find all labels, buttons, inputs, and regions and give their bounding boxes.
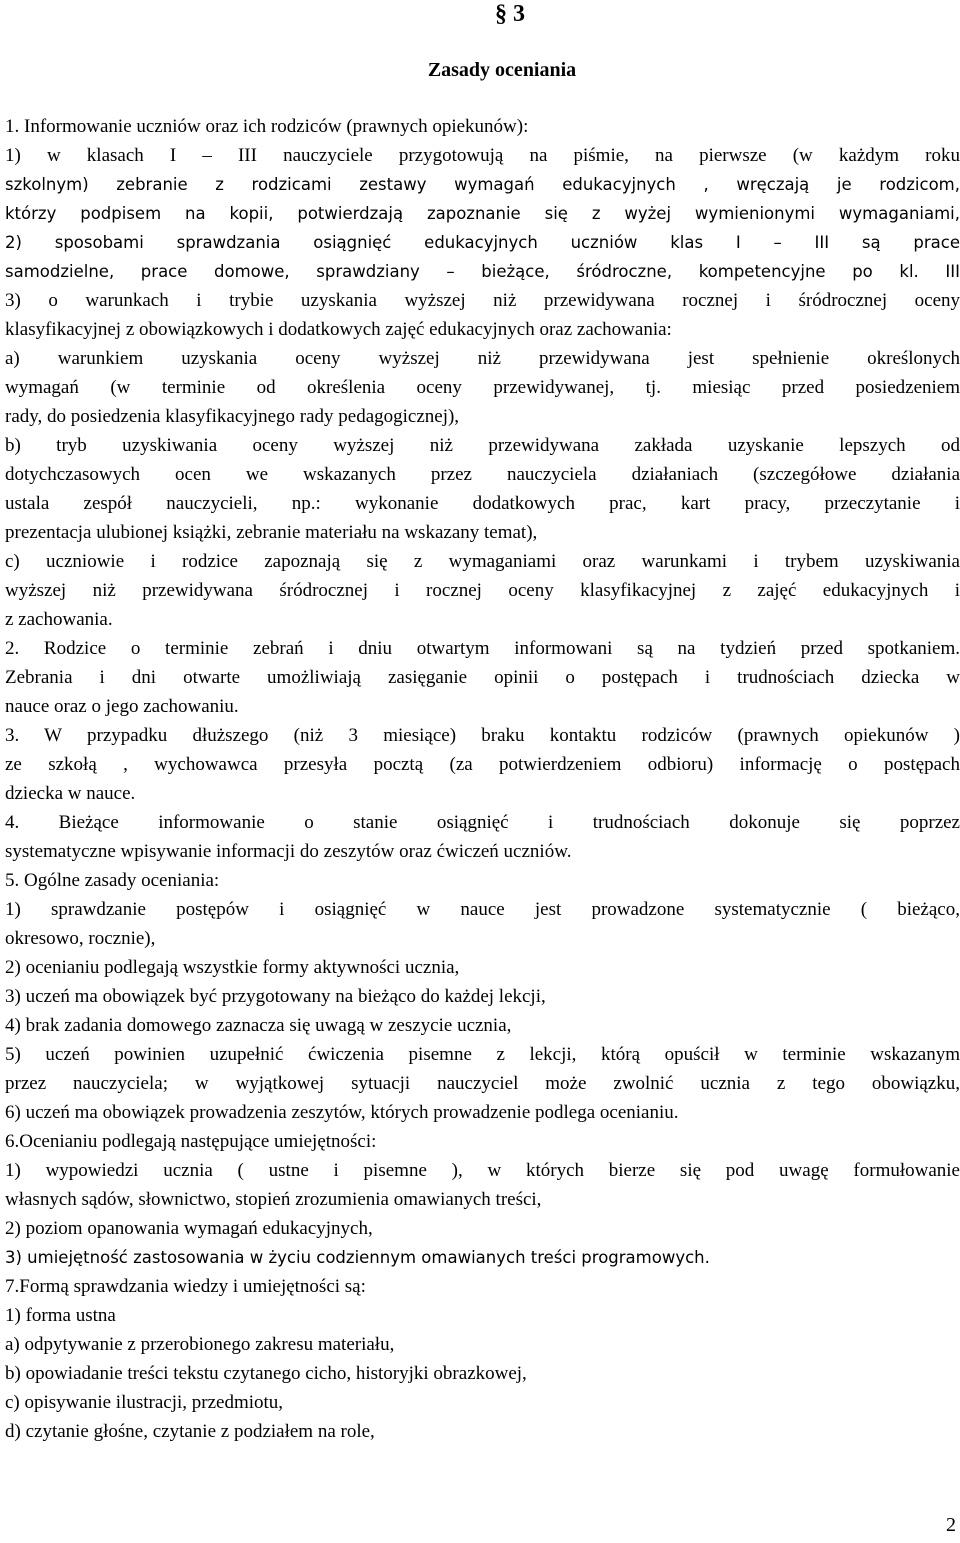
- text-line: z zachowania.: [5, 609, 113, 630]
- text-line: ustala zespół nauczycieli, np.: wykonanie dodatkowych prac, kart pracy, przeczytanie i: [5, 493, 960, 514]
- text-line: 4. Bieżące informowanie o stanie osiągnięć i trudnościach dokonuje się poprzez: [5, 812, 960, 833]
- text-line: a) odpytywanie z przerobionego zakresu materiału,: [5, 1334, 395, 1355]
- text-line: 7.Formą sprawdzania wiedzy i umiejętności są:: [5, 1276, 366, 1297]
- text-line: 2) poziom opanowania wymagań edukacyjnych,: [5, 1218, 373, 1239]
- text-line: 1) sprawdzanie postępów i osiągnięć w nauce jest prowadzone systematycznie ( bieżąco,: [5, 899, 960, 920]
- text-line: klasyfikacyjnej z obowiązkowych i dodatkowych zajęć edukacyjnych oraz zachowania:: [5, 319, 672, 340]
- text-line: szkolnym) zebranie z rodzicami zestawy wymagań edukacyjnych , wręczają je rodzicom,: [5, 175, 960, 194]
- text-line: okresowo, rocznie),: [5, 928, 156, 949]
- section-number: § 3: [495, 1, 525, 27]
- text-line: 5. Ogólne zasady oceniania:: [5, 870, 220, 891]
- text-line: prezentacja ulubionej książki, zebranie materiału na wskazany temat),: [5, 522, 538, 543]
- text-line: 4) brak zadania domowego zaznacza się uwagą w zeszycie ucznia,: [5, 1015, 512, 1036]
- text-line: 3) umiejętność zastosowania w życiu codziennym omawianych treści programowych.: [5, 1248, 710, 1267]
- text-line: 1) wypowiedzi ucznia ( ustne i pisemne ), w których bierze się pod uwagę formułowanie: [5, 1160, 960, 1181]
- text-line: Zebrania i dni otwarte umożliwiają zasięganie opinii o postępach i trudnościach dziecka w: [5, 667, 960, 688]
- text-line: wyższej niż przewidywana śródrocznej i rocznej oceny klasyfikacyjnej z zajęć edukacyjnych i: [5, 580, 960, 601]
- text-line: c) uczniowie i rodzice zapoznają się z wymaganiami oraz warunkami i trybem uzyskiwania: [5, 551, 960, 572]
- text-line: 3) uczeń ma obowiązek być przygotowany na bieżąco do każdej lekcji,: [5, 986, 546, 1007]
- text-line: 3) o warunkach i trybie uzyskania wyższej niż przewidywana rocznej i śródrocznej oceny: [5, 290, 960, 311]
- text-line: rady, do posiedzenia klasyfikacyjnego rady pedagogicznej),: [5, 406, 460, 427]
- text-line: 2) sposobami sprawdzania osiągnięć edukacyjnych uczniów klas I – III są prace: [5, 233, 960, 252]
- text-line: samodzielne, prace domowe, sprawdziany – bieżące, śródroczne, kompetencyjne po kl. III: [5, 262, 960, 281]
- text-line: d) czytanie głośne, czytanie z podziałem na role,: [5, 1421, 375, 1442]
- text-line: dotychczasowych ocen we wskazanych przez nauczyciela działaniach (szczegółowe działania: [5, 464, 960, 485]
- text-line: 2. Rodzice o terminie zebrań i dniu otwartym informowani są na tydzień przed spotkaniem.: [5, 638, 960, 659]
- text-line: 1) w klasach I – III nauczyciele przygotowują na piśmie, na pierwsze (w każdym roku: [5, 145, 960, 166]
- text-line: 6) uczeń ma obowiązek prowadzenia zeszytów, których prowadzenie podlega ocenianiu.: [5, 1102, 679, 1123]
- text-line: systematyczne wpisywanie informacji do zeszytów oraz ćwiczeń uczniów.: [5, 841, 572, 862]
- text-line: własnych sądów, słownictwo, stopień zrozumienia omawianych treści,: [5, 1189, 542, 1210]
- text-line: 1. Informowanie uczniów oraz ich rodziców (prawnych opiekunów):: [5, 116, 529, 137]
- text-line: b) tryb uzyskiwania oceny wyższej niż przewidywana zakłada uzyskanie lepszych od: [5, 435, 960, 456]
- document-body: [5, 112, 960, 1446]
- text-line: przez nauczyciela; w wyjątkowej sytuacji nauczyciel może zwolnić ucznia z tego obowiązku,: [5, 1073, 960, 1094]
- text-line: nauce oraz o jego zachowaniu.: [5, 696, 239, 717]
- text-line: c) opisywanie ilustracji, przedmiotu,: [5, 1392, 284, 1413]
- text-line: którzy podpisem na kopii, potwierdzają zapoznanie się z wyżej wymienionymi wymaganiami,: [5, 204, 960, 223]
- text-line: 3. W przypadku dłuższego (niż 3 miesiące) braku kontaktu rodziców (prawnych opiekunów ): [5, 725, 960, 746]
- text-line: dziecka w nauce.: [5, 783, 136, 804]
- text-line: b) opowiadanie treści tekstu czytanego cicho, historyjki obrazkowej,: [5, 1363, 527, 1384]
- text-line: 5) uczeń powinien uzupełnić ćwiczenia pisemne z lekcji, którą opuścił w terminie wskazanym: [5, 1044, 960, 1065]
- text-line: 2) ocenianiu podlegają wszystkie formy aktywności ucznia,: [5, 957, 460, 978]
- section-title: Zasady oceniania: [427, 59, 577, 81]
- page-number: 2: [946, 1514, 956, 1536]
- text-line: ze szkołą , wychowawca przesyła pocztą (za potwierdzeniem odbioru) informację o postępach: [5, 754, 960, 775]
- text-line: 6.Ocenianiu podlegają następujące umiejętności:: [5, 1131, 377, 1152]
- text-line: a) warunkiem uzyskania oceny wyższej niż przewidywana jest spełnienie określonych: [5, 348, 960, 369]
- text-line: wymagań (w terminie od określenia oceny przewidywanej, tj. miesiąc przed posiedzeniem: [5, 377, 960, 398]
- text-line: 1) forma ustna: [5, 1305, 116, 1326]
